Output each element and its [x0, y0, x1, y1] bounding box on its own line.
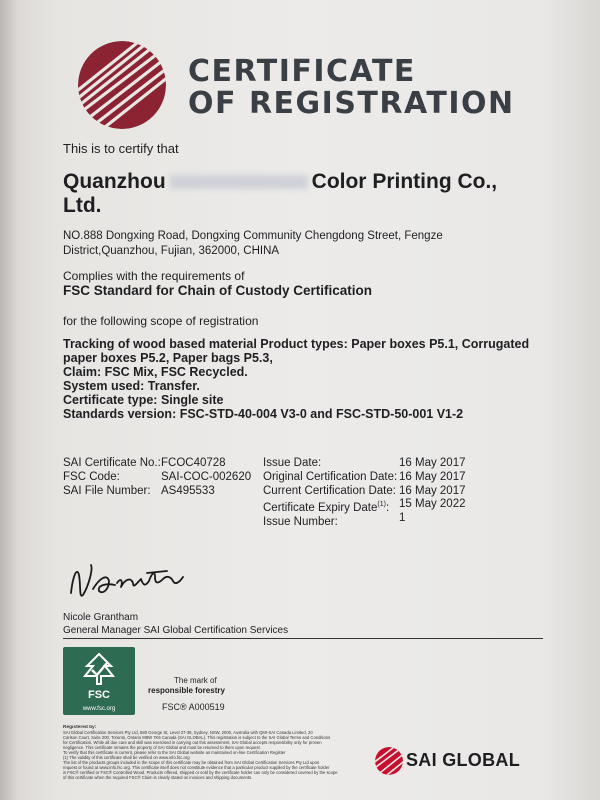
detail-label: FSC Code:: [63, 470, 120, 483]
details-right-values: [399, 457, 466, 526]
signatory-role: General Manager SAI Global Certification Services: [63, 625, 289, 636]
detail-label: Current Certification Date:: [263, 484, 396, 497]
signature-image: [63, 555, 193, 610]
details-right-labels: [263, 457, 397, 530]
detail-value: 1: [399, 512, 406, 525]
details-left-labels: [63, 457, 161, 498]
certificate-logo-icon: [77, 40, 167, 130]
divider-line: [63, 638, 543, 639]
fine-print-line: of this certificate when the required FSC® Claim is clearly stated on invoices and shipping documents.: [63, 775, 253, 780]
scope-intro: for the following scope of registration: [63, 314, 259, 328]
title-line-2: OF REGISTRATION: [188, 86, 515, 121]
company-name: [63, 170, 497, 218]
fine-print-line: (1) The validity of this certificate shall be verified on www.info.fsc.org: [63, 755, 190, 760]
expiry-label: Certificate Expiry Date: [263, 502, 378, 515]
company-name-line-2: Ltd.: [63, 194, 102, 217]
fsc-tree-check-icon: [83, 652, 115, 688]
fine-print-line: The list of the products groups included in the scope of this certificate may be obtained from SAI Global Certification Services Pty Ltd upon: [63, 760, 320, 765]
detail-label: Issue Number:: [263, 516, 338, 529]
detail-label: Original Certification Date:: [263, 470, 398, 483]
redacted-text: [170, 175, 308, 189]
fsc-license-code: FSC® A000519: [162, 702, 225, 712]
expiry-footnote-mark: (1): [377, 501, 386, 509]
fine-print-line: To verify that this certificate is current, please refer to the SAI Global website as maintained on-line Certification Register: [63, 750, 286, 755]
detail-value: SAI-COC-002620: [161, 470, 252, 483]
fine-print-line: negligence. This certificate remains the property of SAI Global and must be returned to them upon request.: [63, 745, 261, 750]
fsc-url: www.fsc.org: [82, 706, 116, 712]
scope-of-registration: [63, 337, 533, 421]
fine-print-line: SAI Global Certification Services Pty Ltd, 680 George St, Level 37-38, Sydney, NSW, 2000, Australia with QMI-SAI Canada Limited, 20: [63, 730, 313, 735]
registered-by-block: [63, 725, 363, 780]
company-address: NO.888 Dongxing Road, Dongxing Community Chengdong Street, Fengze District,Quanzhou, Fujian, 362000, CHINA: [63, 230, 443, 257]
sai-global-brand-text: SAI GLOBAL: [406, 750, 520, 770]
fsc-mark-line-1: The mark of: [174, 676, 217, 685]
detail-value: 16 May 2017: [399, 484, 466, 497]
detail-label: SAI File Number:: [63, 484, 151, 497]
scope-line: Certificate type: Single site: [63, 393, 224, 407]
scope-line: Standards version: FSC-STD-40-004 V3-0 and FSC-STD-50-001 V1-2: [63, 407, 464, 421]
detail-value: 15 May 2022: [399, 498, 466, 511]
fsc-mark-line-2: responsible forestry: [148, 686, 225, 695]
standard-name: FSC Standard for Chain of Custody Certification: [63, 283, 373, 298]
company-name-start: Quanzhou: [63, 170, 166, 193]
fine-print-line: Carlson Court, Suite 200, Toronto, Ontario M9W 7K6 Canada (SAI GLOBAL). This registration is subject to the SAI Global Terms and Conditions: [63, 735, 331, 740]
scope-line: System used: Transfer.: [63, 379, 200, 393]
title-line-1: CERTIFICATE: [188, 54, 416, 89]
detail-value: FCOC40728: [161, 457, 226, 469]
certificate-title: [188, 56, 515, 120]
details-left-values: [161, 457, 251, 498]
registered-by-heading: Registered by:: [63, 725, 97, 730]
detail-value: 16 May 2017: [399, 457, 466, 469]
complies-text: Complies with the requirements of: [63, 269, 245, 283]
signatory-name: Nicole Grantham: [63, 612, 139, 623]
detail-value: 16 May 2017: [399, 470, 466, 483]
company-name-end: Color Printing Co.,: [311, 170, 498, 193]
scope-line: Tracking of wood based material Product types: Paper boxes P5.1, Corrugated paper boxes P5.2, Paper bags P5.3,: [63, 337, 530, 365]
fsc-logo-text: FSC: [88, 689, 110, 701]
scope-line: Claim: FSC Mix, FSC Recycled.: [63, 365, 248, 379]
detail-value: AS495533: [161, 484, 215, 497]
detail-label: SAI Certificate No.:: [63, 457, 161, 469]
fine-print-line: for Certification. While all due care and skill was exercised in carrying out this assessment, SAI Global accepts responsibility only for proven: [63, 740, 322, 745]
detail-label-expiry: Certificate Expiry Date$^{(1)}$:: [263, 501, 390, 515]
certify-text: This is to certify that: [63, 141, 179, 156]
detail-label: Issue Date:: [263, 457, 322, 469]
fine-print-line: request or found at www.info.fsc.org. This certificate itself does not constitute evidence that a particular product supplied by the certificate holder: [63, 765, 330, 770]
fine-print-line: is FSC® certified or FSC® Controlled Wood. Products offered, shipped or sold by the certificate holder can only be considered covered by the scope: [63, 770, 338, 775]
fsc-logo: [63, 647, 135, 715]
sai-global-logo-icon: [374, 746, 404, 776]
